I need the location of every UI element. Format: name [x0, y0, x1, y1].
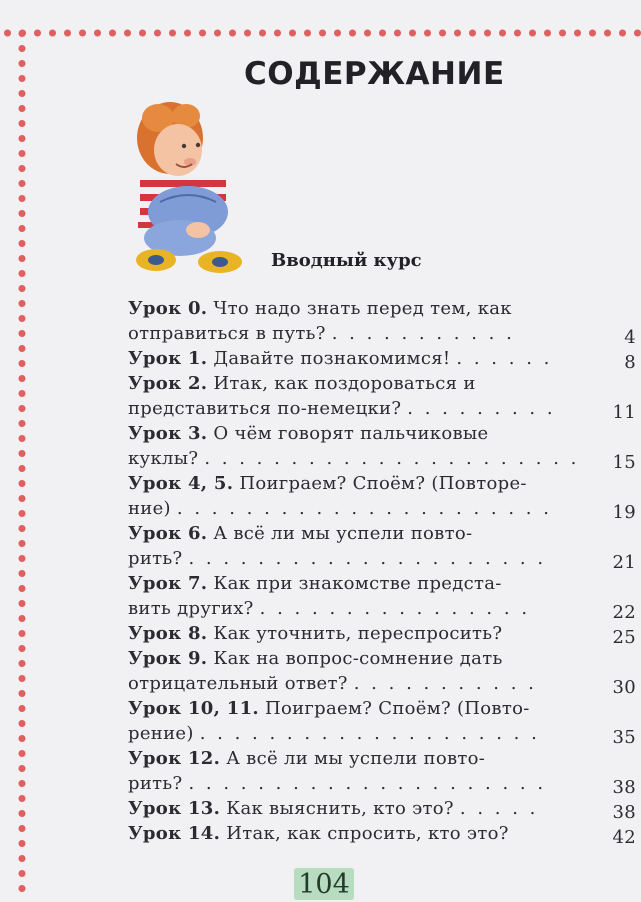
lesson-title-cont: отрицательный ответ?	[128, 673, 348, 694]
leader-dots: . . . . . . . . . . .	[331, 323, 515, 344]
toc-entry	[128, 421, 636, 471]
page-ref: 21	[612, 552, 636, 573]
lesson-title-cont: куклы?	[128, 448, 199, 469]
section-title: Вводный курс	[271, 250, 422, 271]
lesson-title-cont: вить других?	[128, 598, 254, 619]
leader-dots: . . . . . . . . . . . . . . . . . . . . . .	[176, 498, 552, 519]
page-ref: 42	[612, 827, 636, 848]
lesson-title: Давайте познакомимся!	[213, 348, 451, 369]
lesson-label: Урок 4, 5.	[128, 473, 234, 494]
lesson-title-cont: отправиться в путь?	[128, 323, 326, 344]
page-ref: 19	[612, 502, 636, 523]
decorative-dot-border-top	[0, 26, 641, 40]
lesson-label: Урок 13.	[128, 798, 221, 819]
page-ref: 22	[612, 602, 636, 623]
table-of-contents	[128, 296, 636, 846]
leader-dots: . . . . .	[459, 798, 539, 819]
toc-entry	[128, 796, 636, 821]
lesson-label: Урок 3.	[128, 423, 208, 444]
lesson-title: Итак, как спросить, кто это?	[226, 823, 509, 844]
lesson-title: А всё ли мы успели повто-	[213, 523, 473, 544]
toc-entry	[128, 571, 636, 621]
lesson-title: Как выяснить, кто это?	[226, 798, 454, 819]
lesson-title-cont: представиться по-немецки?	[128, 398, 402, 419]
leader-dots: . . . . . . . . . . . . . . . .	[259, 598, 531, 619]
page-ref: 38	[612, 802, 636, 823]
lesson-label: Урок 1.	[128, 348, 208, 369]
lesson-title: О чём говорят пальчиковые	[213, 423, 489, 444]
lesson-label: Урок 10, 11.	[128, 698, 259, 719]
page-ref: 30	[612, 677, 636, 698]
lesson-title-cont: рение)	[128, 723, 194, 744]
page-ref: 38	[612, 777, 636, 798]
lesson-label: Урок 7.	[128, 573, 208, 594]
toc-entry	[128, 346, 636, 371]
lesson-title: Поиграем? Споём? (Повто-	[265, 698, 530, 719]
lesson-label: Урок 12.	[128, 748, 221, 769]
toc-entry	[128, 821, 636, 846]
lesson-title-cont: рить?	[128, 548, 183, 569]
leader-dots: . . . . . . . . . . . . . . . . . . . . . .	[204, 448, 580, 469]
toc-entry	[128, 371, 636, 421]
page-ref: 4	[624, 327, 636, 348]
leader-dots: . . . . . . . . . . . . . . . . . . . . .	[188, 548, 547, 569]
page-ref: 11	[612, 402, 636, 423]
page-number: 104	[294, 868, 354, 900]
lesson-title: Как уточнить, переспросить?	[213, 623, 503, 644]
toc-entry	[128, 621, 636, 646]
toc-entry	[128, 471, 636, 521]
toc-entry	[128, 696, 636, 746]
lesson-title: Как при знакомстве предста-	[213, 573, 502, 594]
toc-entry	[128, 521, 636, 571]
boy-illustration	[128, 90, 248, 280]
page-ref: 25	[612, 627, 636, 648]
lesson-label: Урок 9.	[128, 648, 208, 669]
leader-dots: . . . . . . . . .	[407, 398, 556, 419]
lesson-title: Что надо знать перед тем, как	[213, 298, 512, 319]
page-ref: 35	[612, 727, 636, 748]
toc-entry	[128, 296, 636, 346]
leader-dots: . . . . . . . . . . . . . . . . . . . . .	[188, 773, 547, 794]
lesson-title: А всё ли мы успели повто-	[226, 748, 486, 769]
lesson-label: Урок 6.	[128, 523, 208, 544]
decorative-dot-border-left	[8, 26, 36, 900]
lesson-label: Урок 2.	[128, 373, 208, 394]
toc-entry	[128, 746, 636, 796]
lesson-label: Урок 14.	[128, 823, 221, 844]
toc-entry	[128, 646, 636, 696]
lesson-title: Как на вопрос-сомнение дать	[213, 648, 503, 669]
lesson-title: Итак, как поздороваться и	[213, 373, 476, 394]
lesson-title-cont: ние)	[128, 498, 171, 519]
lesson-title: Поиграем? Споём? (Повторе-	[239, 473, 527, 494]
leader-dots: . . . . . . . . . . .	[353, 673, 537, 694]
page-ref: 8	[624, 352, 636, 373]
lesson-label: Урок 0.	[128, 298, 208, 319]
lesson-title-cont: рить?	[128, 773, 183, 794]
page-ref: 15	[612, 452, 636, 473]
lesson-label: Урок 8.	[128, 623, 208, 644]
page-title: СОДЕРЖАНИЕ	[244, 56, 505, 92]
leader-dots: . . . . . . . . . . . . . . . . . . . .	[199, 723, 540, 744]
leader-dots: . . . . . .	[456, 348, 553, 369]
